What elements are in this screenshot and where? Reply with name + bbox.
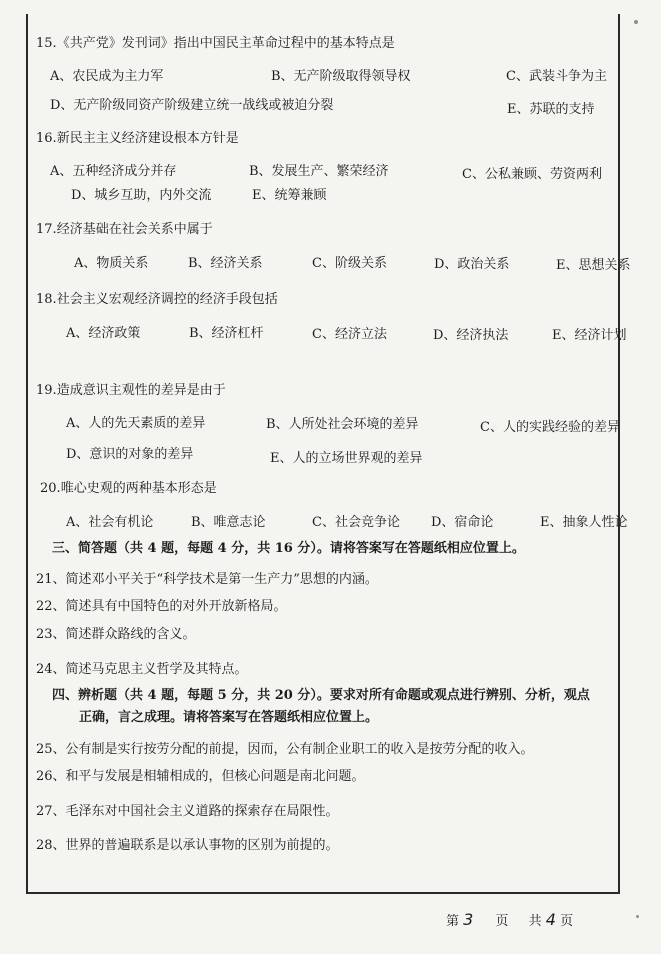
section-3-heading: 三、简答题（共 4 题，每题 4 分，共 16 分）。请将答案写在答题纸相应位置上。	[52, 541, 525, 556]
question-27: 27、毛泽东对中国社会主义道路的探索存在局限性。	[36, 804, 339, 819]
q19-option-a: A、人的先天素质的差异	[66, 416, 206, 431]
scan-speck	[634, 20, 638, 24]
question-24: 24、简述马克思主义哲学及其特点。	[36, 662, 248, 677]
page-number: 3	[463, 910, 474, 929]
question-22: 22、简述具有中国特色的对外开放新格局。	[36, 599, 287, 614]
question-20-stem: 20.唯心史观的两种基本形态是	[40, 481, 217, 496]
q18-option-e: E、经济计划	[552, 328, 627, 343]
q18-option-d: D、经济执法	[433, 328, 509, 343]
q15-option-b: B、无产阶级取得领导权	[271, 69, 411, 84]
page-prefix: 第	[446, 914, 460, 929]
q18-option-c: C、经济立法	[312, 327, 387, 342]
question-25: 25、公有制是实行按劳分配的前提，因而，公有制企业职工的收入是按劳分配的收入。	[36, 742, 534, 757]
page-suffix: 页	[495, 914, 509, 929]
q20-option-c: C、社会竞争论	[312, 515, 400, 530]
q16-option-d: D、城乡互助，内外交流	[71, 188, 212, 203]
q20-option-e: E、抽象人性论	[540, 515, 628, 530]
question-15-stem: 15.《共产党》发刊词》指出中国民主革命过程中的基本特点是	[36, 36, 395, 51]
q15-option-a: A、农民成为主力军	[50, 69, 164, 84]
q19-option-e: E、人的立场世界观的差异	[270, 451, 423, 466]
q18-option-a: A、经济政策	[66, 326, 141, 341]
question-21: 21、简述邓小平关于“科学技术是第一生产力”思想的内涵。	[36, 572, 378, 587]
q17-option-a: A、物质关系	[74, 256, 149, 271]
total-pages: 4	[545, 910, 556, 929]
q17-option-d: D、政治关系	[434, 257, 510, 272]
section-4-heading-line1: 四、辨析题（共 4 题，每题 5 分，共 20 分）。要求对所有命题或观点进行辨别、分析，观点	[52, 688, 590, 703]
q20-option-b: B、唯意志论	[191, 515, 266, 530]
q16-option-a: A、五种经济成分并存	[50, 164, 177, 179]
question-19-stem: 19.造成意识主观性的差异是由于	[36, 383, 226, 398]
q16-option-c: C、公私兼顾、劳资两利	[462, 167, 602, 182]
q17-option-b: B、经济关系	[188, 256, 263, 271]
question-17-stem: 17.经济基础在社会关系中属于	[36, 222, 213, 237]
question-28: 28、世界的普遍联系是以承认事物的区别为前提的。	[36, 838, 339, 853]
question-26: 26、和平与发展是相辅相成的，但核心问题是南北问题。	[36, 769, 365, 784]
q18-option-b: B、经济杠杆	[189, 326, 264, 341]
q19-option-b: B、人所处社会环境的差异	[266, 417, 419, 432]
q17-option-e: E、思想关系	[556, 258, 631, 273]
q15-option-d: D、无产阶级同资产阶级建立统一战线或被迫分裂	[50, 98, 334, 113]
q20-option-d: D、宿命论	[431, 515, 494, 530]
section-4-heading-line2: 正确，言之成理。请将答案写在答题纸相应位置上。	[79, 710, 379, 725]
q19-option-d: D、意识的对象的差异	[66, 447, 194, 462]
q15-option-e: E、苏联的支持	[507, 102, 595, 117]
page-footer	[446, 910, 573, 929]
q17-option-c: C、阶级关系	[312, 256, 387, 271]
q16-option-e: E、统筹兼顾	[252, 188, 327, 203]
question-16-stem: 16.新民主主义经济建设根本方针是	[36, 131, 239, 146]
total-suffix: 页	[560, 914, 574, 929]
question-18-stem: 18.社会主义宏观经济调控的经济手段包括	[36, 292, 278, 307]
question-23: 23、简述群众路线的含义。	[36, 627, 196, 642]
q15-option-c: C、武装斗争为主	[506, 69, 607, 84]
total-prefix: 共	[528, 914, 542, 929]
q16-option-b: B、发展生产、繁荣经济	[249, 164, 389, 179]
scan-speck	[636, 915, 639, 918]
q20-option-a: A、社会有机论	[66, 515, 154, 530]
q19-option-c: C、人的实践经验的差异	[480, 420, 620, 435]
